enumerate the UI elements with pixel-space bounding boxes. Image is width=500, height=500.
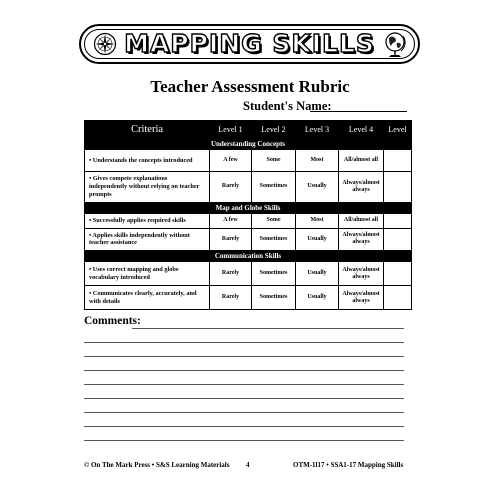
criteria-cell: • Understands the concepts introduced: [85, 150, 210, 172]
comment-line[interactable]: [84, 384, 404, 385]
level-cell: Sometimes: [252, 262, 296, 286]
student-name-label: Student's Name:: [243, 99, 332, 113]
section-title: Map and Globe Skills: [85, 202, 412, 213]
level-cell: Sometimes: [252, 286, 296, 310]
header-level-5: Level: [384, 121, 412, 139]
comments-label: Comments:: [84, 315, 141, 327]
header-level-2: Level 2: [252, 121, 296, 139]
level-cell: All/almost all: [339, 213, 384, 228]
level-cell[interactable]: [384, 213, 412, 228]
level-cell: Always/almost always: [339, 172, 384, 203]
level-cell: Most: [296, 213, 339, 228]
level-cell[interactable]: [384, 262, 412, 286]
level-cell: Sometimes: [252, 228, 296, 251]
comment-line[interactable]: [84, 412, 404, 413]
level-cell: Some: [252, 150, 296, 172]
footer-publisher: © On The Mark Press • S&S Learning Materials: [84, 461, 230, 469]
comment-line[interactable]: [132, 328, 404, 329]
level-cell: A few: [210, 213, 252, 228]
level-cell: Most: [296, 150, 339, 172]
comment-line[interactable]: [84, 342, 404, 343]
table-row: [85, 286, 412, 310]
comment-line[interactable]: [84, 426, 404, 427]
criteria-cell: • Uses correct mapping and globe vocabulary introduced: [85, 262, 210, 286]
section-header: [85, 202, 412, 213]
level-cell: Always/almost always: [339, 228, 384, 251]
table-header-row: [85, 121, 412, 139]
level-cell[interactable]: [384, 150, 412, 172]
criteria-cell: • Communicates clearly, accurately, and with details: [85, 286, 210, 310]
page-title: Teacher Assessment Rubric: [150, 77, 350, 96]
level-cell: All/almost all: [339, 150, 384, 172]
table-row: [85, 228, 412, 251]
title-banner: [79, 24, 420, 64]
banner-title: MAPPING SKILLS: [124, 29, 375, 58]
level-cell: Usually: [296, 228, 339, 251]
level-cell: Some: [252, 213, 296, 228]
criteria-cell: • Successfully applies required skills: [85, 213, 210, 228]
section-header: [85, 251, 412, 262]
level-cell: Sometimes: [252, 172, 296, 203]
level-cell: Rarely: [210, 262, 252, 286]
comment-line[interactable]: [84, 398, 404, 399]
student-name-field[interactable]: [310, 111, 407, 112]
level-cell: A few: [210, 150, 252, 172]
footer-page-number: 4: [246, 461, 250, 469]
criteria-cell: • Gives compete explanations independently without relying on teacher prompts: [85, 172, 210, 203]
level-cell: Usually: [296, 286, 339, 310]
table-row: [85, 262, 412, 286]
level-cell: Rarely: [210, 228, 252, 251]
level-cell[interactable]: [384, 228, 412, 251]
level-cell: Always/almost always: [339, 262, 384, 286]
table-row: [85, 172, 412, 203]
level-cell: Always/almost always: [339, 286, 384, 310]
footer-catalog: OTM-1l17 • SSA1-17 Mapping Skills: [293, 461, 404, 469]
criteria-cell: • Applies skills independently without teacher assistance: [85, 228, 210, 251]
globe-icon: [382, 30, 408, 65]
table-row: [85, 213, 412, 228]
section-title: Communication Skills: [85, 251, 412, 262]
header-level-1: Level 1: [210, 121, 252, 139]
level-cell[interactable]: [384, 172, 412, 203]
comment-line[interactable]: [84, 370, 404, 371]
section-header: [85, 139, 412, 150]
level-cell: Usually: [296, 172, 339, 203]
comment-line[interactable]: [84, 440, 404, 441]
section-title: Understanding Concepts: [85, 139, 412, 150]
header-level-3: Level 3: [296, 121, 339, 139]
table-row: [85, 150, 412, 172]
compass-rose-icon: [93, 32, 117, 61]
rubric-table: [84, 120, 412, 310]
level-cell: Rarely: [210, 286, 252, 310]
header-criteria: Criteria: [85, 121, 210, 139]
level-cell: Usually: [296, 262, 339, 286]
header-level-4: Level 4: [339, 121, 384, 139]
level-cell: Rarely: [210, 172, 252, 203]
level-cell[interactable]: [384, 286, 412, 310]
comment-line[interactable]: [84, 356, 404, 357]
